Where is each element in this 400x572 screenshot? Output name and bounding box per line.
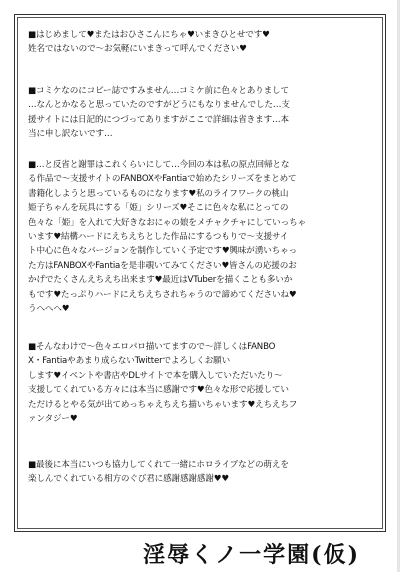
text-line: た方はFANBOXやFantiaを是非覗いてみてください♥皆さんの応援のお	[28, 260, 297, 271]
text-line: 援サイトには日記的につづってありますがここで詳細は省きます…本	[28, 114, 289, 125]
text-line: 楽しんでくれている相方のぐび君に感謝感謝感謝♥♥	[28, 474, 229, 485]
text-line: ただけるとやる気が出てめっちゃえちえち描いちゃいます♥えちえちフ	[28, 399, 298, 410]
text-line: もです♥たっぷりハードにえちえちされちゃうので諦めてくださいね♥	[28, 289, 297, 300]
text-line: します♥イベントや書店やDLサイトで本を購入していただいたり～	[28, 370, 283, 381]
text-line: かげでたくさんえちえち出来ます♥最近はVTuberを描くことも多いか	[28, 275, 293, 286]
text-line: ■そんなわけで～色々エロパロ描いてますので～詳しくはFANBO	[28, 342, 276, 352]
paragraph-thanks	[28, 458, 372, 487]
text-line: 姫子ちゃんを玩具にする「姫」シリーズ♥そこに色々な私にとっての	[28, 203, 289, 214]
text-line: る作品で～支援サイトのFANBOXやFantiaで始めたシリーズをまとめて	[28, 174, 297, 185]
text-line: います♥結構ハードにえちえちとした作品にするつもりで～支援サイ	[28, 232, 289, 243]
paragraph-promotion	[28, 340, 372, 426]
text-line: ■コミケなのにコピー誌ですみません…コミケ前に色々とありまして	[28, 86, 289, 96]
text-line: ■…と反省と謝罪はこれくらいにして…今回の本は私の原点回帰とな	[28, 160, 290, 170]
text-line: X・Fantiaやあまり成らないTwitterでよろしくお願い	[28, 356, 231, 367]
text-line: うへへへ♥	[28, 304, 70, 315]
text-line: 姓名ではないので～お気軽にいまきって呼んでください♥	[28, 44, 247, 55]
text-line: ■最後に本当にいつも協力してくれて一緒にホロライブなどの萌えを	[28, 460, 289, 470]
text-line: ト中心に色々なバージョンを制作していく予定です♥興味が湧いちゃっ	[28, 246, 297, 257]
text-line: 書籍化しようと思っているものになります♥私のライフワークの桃山	[28, 188, 289, 199]
text-line: ■はじめまして♥またはおひさこんにちゃ♥いまきひとせです♥	[28, 30, 270, 40]
text-line: …なんとかなると思っていたのですがどうにもなりませんでした…支	[28, 100, 290, 111]
footer-title: 淫辱くノ一学園(仮)	[143, 542, 360, 568]
paragraph-apology	[28, 84, 372, 142]
text-line: 色々な「姫」を入れて大好きなおにゃの娘をメチャクチャにしていっちゃ	[28, 217, 306, 228]
paragraph-greeting	[28, 28, 372, 57]
paragraph-about-book	[28, 158, 372, 316]
text-line: ァンタジー♥	[28, 414, 78, 425]
text-line: 当に申し訳ないです…	[28, 129, 113, 140]
text-line: 支援してくれている方々には本当に感謝です♥色々な形で応援してい	[28, 385, 289, 396]
